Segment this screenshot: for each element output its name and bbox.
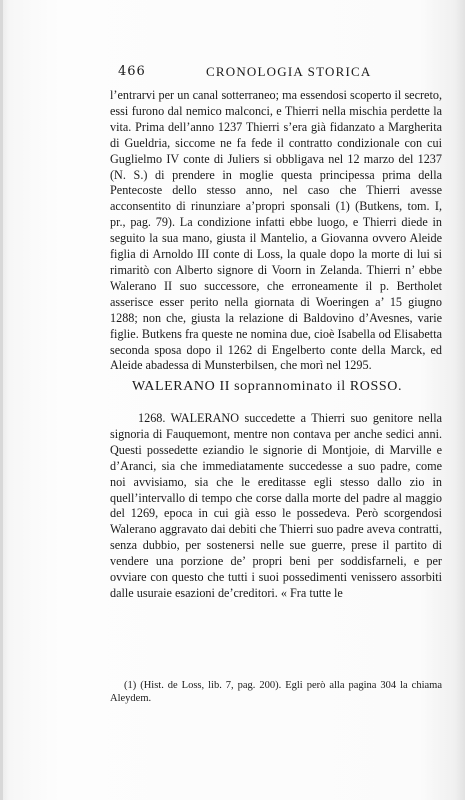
body-paragraph-2 bbox=[110, 411, 442, 602]
page-edge-shadow bbox=[0, 0, 3, 800]
footnote-text: (1) (Hist. de Loss, lib. 7, pag. 200). Egli però alla pagina 304 la chiama Aleydem. bbox=[110, 680, 442, 704]
body-paragraph-1 bbox=[110, 88, 442, 374]
running-title: CRONOLOGIA STORICA bbox=[206, 64, 372, 79]
paragraph-text: 1268. WALERANO succedette a Thierri suo genitore nella signoria di Fauquemont, mentre non contava per anche sedici anni. Questi possedette eziandio le signorie di Montjoie, di Marville e d’Aranci, sia che immediatamente succedesse a suo padre, come noi avvisiamo, sia che le ereditasse egli stesso dallo zio in quell’intervallo di tempo che corse dalla morte del padre al maggio del 1269, epoca in cui già esso le possedeva. Però scorgendosi Walerano aggravato dai debiti che Thierri suo padre aveva contratti, senza dubbio, per sostenersi nelle sue guerre, prese il partito di vendere una porzione de’ propri beni per soddisfarneli, e per ovviare con questo che tutti i suoi possedimenti venissero assorbiti dalle usuraie esazioni de’creditori. « Fra tutte le bbox=[110, 411, 442, 600]
paragraph-text: l’entrarvi per un canal sotterraneo; ma essendosi scoperto il secreto, essi furono dal nemico malconci, e Thierri nella mischia perdette la vita. Prima dell’anno 1237 Thierri s’era già fidanzato a Margherita di Gueldria, siccome ne fa fede il contratto condizionale con cui Guglielmo IV conte di Juliers si obbligava nel 12 marzo del 1237 (N. S.) di prendere in moglie questa principessa prima della Pentecoste dello stesso anno, nel caso che Thierri avesse acconsentito di rinunziare a’propri sponsali (1) (Butkens, tom. I, pr., pag. 79). La condizione infatti ebbe luogo, e Thierri diede in seguito la sua mano, giusta il Mantelio, a Giovanna ovvero Aleide figlia di Arnoldo III conte di Loss, la quale dopo la morte di lui si rimaritò con Alberto signore di Voorn in Zelanda. Thierri n’ ebbe Walerano II suo successore, che erroneamente il p. Bertholet asserisce esser perito nella giornata di Woeringen a’ 15 giugno 1288; non che, giusta la relazione di Baldovino d’Avesnes, varie figlie. Butkens fra queste ne nomina due, cioè Isabella od Elisabetta seconda sposa dopo il 1262 di Engelberto conte della Marck, ed Aleide abadessa di Munsterbilsen, che morì nel 1295. bbox=[110, 88, 442, 373]
section-heading: WALERANO II soprannominato il ROSSO. bbox=[132, 379, 403, 394]
page-number: 466 bbox=[118, 64, 146, 79]
footnote bbox=[110, 679, 442, 705]
